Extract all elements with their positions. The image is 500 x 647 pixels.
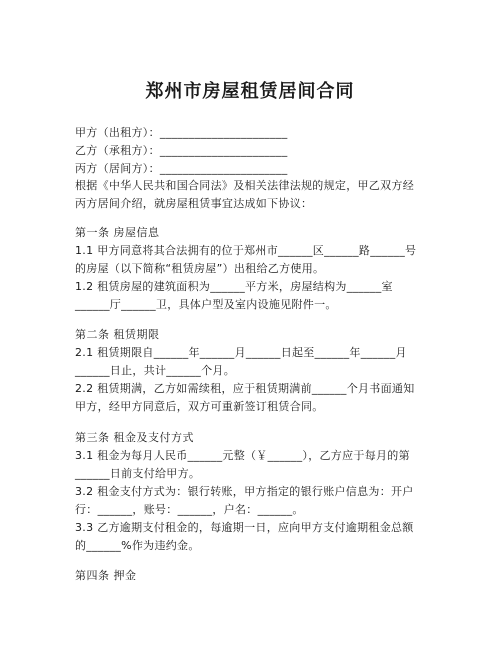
party-c-line: 丙方（居间方）：______________________ <box>75 162 288 175</box>
document-title: 郑州市房屋租赁居间合同 <box>145 81 355 102</box>
article-2-line-1: 2.1 租赁期限自______年______月______日起至______年______月 <box>75 346 407 359</box>
article-1-heading: 第一条 房屋信息 <box>75 226 160 239</box>
party-b-line: 乙方（承租方）：______________________ <box>75 144 288 157</box>
article-3-line-2: ______日前支付给甲方。 <box>75 467 201 480</box>
article-2-line-4: 甲方，经甲方同意后，双方可重新签订租赁合同。 <box>75 400 324 413</box>
party-a-line: 甲方（出租方）：______________________ <box>75 126 288 139</box>
preamble-line-1: 根据《中华人民共和国合同法》及相关法律法规的规定，甲乙双方经 <box>75 179 414 192</box>
preamble-line-2: 丙方居间介绍，就房屋租赁事宜达成如下协议： <box>75 197 313 210</box>
article-2-line-3: 2.2 租赁期满，乙方如需续租，应于租赁期满前______个月书面通知 <box>75 382 415 395</box>
article-1-line-1: 1.1 甲方同意将其合法拥有的位于郑州市______区______路______号 <box>75 244 417 257</box>
article-3-line-4: 行：______，账号：______，户名：______。 <box>75 503 304 516</box>
article-4-heading: 第四条 押金 <box>75 569 137 582</box>
article-3-line-1: 3.1 租金为每月人民币______元整（￥______），乙方应于每月的第 <box>75 449 410 462</box>
article-3-heading: 第三条 租金及支付方式 <box>75 431 194 444</box>
article-1-line-4: ______厅______卫，具体户型及室内设施见附件一。 <box>75 298 337 311</box>
article-2-heading: 第二条 租赁期限 <box>75 328 160 341</box>
article-3-line-5: 3.3 乙方逾期支付租金的，每逾期一日，应向甲方支付逾期租金总额 <box>75 521 414 534</box>
article-2-line-2: ______日止，共计______个月。 <box>75 364 235 377</box>
article-1-line-3: 1.2 租赁房屋的建筑面积为______平方米，房屋结构为______室 <box>75 280 393 293</box>
article-3-line-6: 的______%作为违约金。 <box>75 539 200 552</box>
article-1-line-2: 的房屋（以下简称“租赁房屋”）出租给乙方使用。 <box>75 262 325 275</box>
article-3-line-3: 3.2 租金支付方式为：银行转账，甲方指定的银行账户信息为：开户 <box>75 485 414 498</box>
